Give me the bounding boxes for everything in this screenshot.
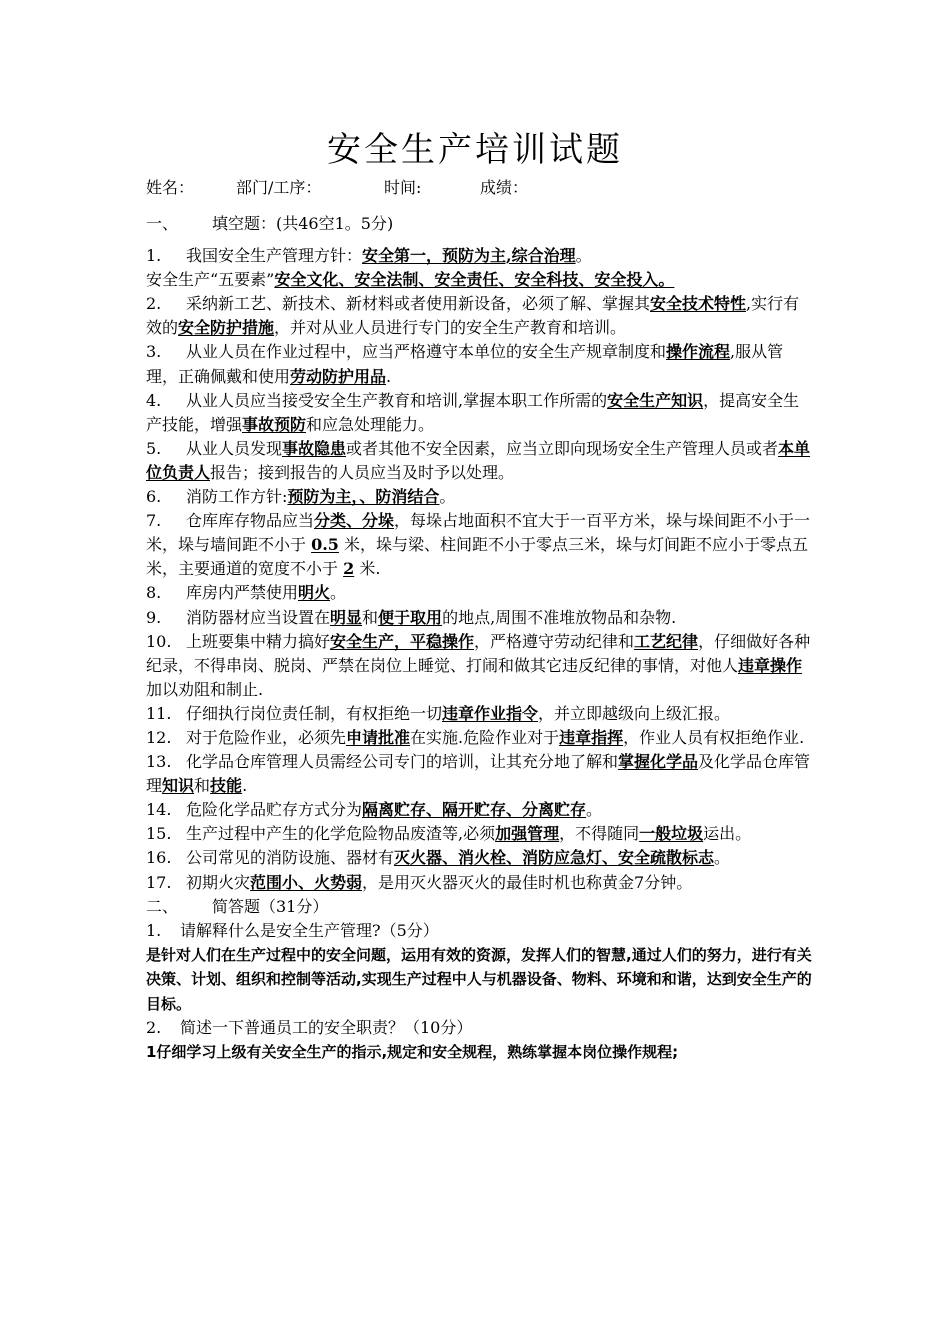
item-number: 2. [146,294,162,314]
item-number: 11. [146,703,172,723]
info-row [146,176,528,200]
answer-blank: 技能 [210,776,243,796]
item-text: 库房内严禁使用 [186,583,299,603]
answer-blank: 违章指挥 [559,727,624,747]
item-text: ，提高安全生产技能，增强 [146,390,800,434]
item-text: ，严格遵守劳动纪律和 [474,631,635,651]
section-label: 填空题：(共46空1。5分) [212,214,394,233]
answer-blank: 分类、分垛 [314,511,395,531]
answer-blank: 明火 [298,583,331,603]
fill-blank-item [146,702,814,726]
item-text: ,服从管理，正确佩戴和使用 [146,342,784,386]
question-text: 请解释什么是安全生产管理?（5分） [180,920,439,940]
item-text: 和 [194,776,211,796]
item-text: 和 [362,607,379,627]
answer-blank: 隔离贮存、隔开贮存、分离贮存 [362,800,587,820]
item-text: 对于危险作业，必须先 [186,727,347,747]
fill-blank-item [146,630,814,702]
item-number: 6. [146,487,162,507]
item-number: 15. [146,824,172,844]
answer-blank: 加强管理 [495,824,560,844]
item-number: 5. [146,438,162,458]
item-text: 化学品仓库管理人员需经公司专门的培训，让其充分地了解和 [186,752,619,772]
item-number: 7. [146,511,162,531]
item-text: ，作业人员有权拒绝作业. [623,727,805,747]
item-text: 消防工作方针: [186,487,288,507]
answer-blank: 安全防护措施 [178,318,275,338]
fill-blank-item [146,871,814,895]
answer-blank: 灭火器、消火栓、消防应急灯、安全疏散标志 [394,848,715,868]
answer-blank: 事故预防 [242,414,307,434]
item-text: ，仔细做好各种纪录，不得串岗、脱岗、严禁在岗位上睡觉、打闹和做其它违反纪律的事情，对他人 [146,631,811,675]
answer-blank: 2 [343,559,355,579]
answer-blank: 安全生产，平稳操作 [330,631,475,651]
dept-label: 部门/工序： [236,178,322,197]
section-number: 二、 [146,896,179,916]
item-text: 从业人员在作业过程中，应当严格遵守本单位的安全生产规章制度和 [186,342,667,362]
section-heading-fill-blank [146,212,814,236]
item-text: 运出。 [703,824,752,844]
answer-blank: 违章作业指令 [442,703,539,723]
question-text: 简述一下普通员工的安全职责？（10分） [180,1018,473,1038]
answer-blank: 0.5 [311,535,339,555]
item-text: 。 [714,848,731,868]
item-text: 生产过程中产生的化学危险物品废渣等,必须 [186,824,496,844]
item-text: ，是用灭火器灭火的最佳时机也称黄金7分钟。 [362,872,693,892]
item-text: . [386,366,392,386]
item-text: 上班要集中精力搞好 [186,631,331,651]
fill-blank-item [146,485,814,509]
item-number: 12. [146,727,172,747]
item-text: 米，垛与梁、柱间距不小于零点三米，垛与灯间距不应小于零点五米，主要通道的宽度不小于 [146,535,809,579]
item-text: ，并对从业人员进行专门的安全生产教育和培训。 [274,318,627,338]
item-text: 从业人员应当接受安全生产教育和培训,掌握本职工作所需的 [186,390,608,410]
answer-blank: 申请批准 [346,727,411,747]
item-text: ，每垛占地面积不宜大于一百平方米，垛与垛间距不小于一米，垛与墙间距不小于 [146,511,811,555]
answer-blank: 违章操作 [738,655,803,675]
item-number: 3. [146,342,162,362]
item-text: 或者其他不安全因素，应当立即向现场安全生产管理人员或者 [346,438,779,458]
fill-blank-item [146,822,814,846]
exam-content [146,212,814,1065]
answer-blank: 安全文化、安全法制、安全责任、安全科技、安全投入。 [274,270,675,290]
item-number: 16. [146,848,172,868]
item-text: 初期火灾 [186,872,251,892]
answer-blank: 劳动防护用品 [290,366,387,386]
answer-blank: 操作流程 [666,342,731,362]
item-text: 及化学品仓库管理 [146,752,811,796]
item-text: 加以劝阻和制止. [146,679,264,699]
item-text: 公司常见的消防设施、器材有 [186,848,395,868]
fill-blank-item [146,846,814,870]
fill-blank-item [146,750,814,798]
page-title: 安全生产培训试题 [327,130,623,170]
item-text: 。 [575,246,592,266]
answer-blank: 工艺纪律 [634,631,699,651]
item-text: 和应急处理能力。 [306,414,435,434]
fill-blank-item [146,340,814,388]
item-text: ,实行有效的 [146,294,800,338]
item-text: 。 [330,583,347,603]
item-text: . [242,776,248,796]
item-text: 从业人员发现 [186,438,283,458]
item-text: 采纳新工艺、新技术、新材料或者使用新设备，必须了解、掌握其 [186,294,651,314]
item-text: 我国安全生产管理方针： [186,246,363,266]
item-text: 。 [439,487,456,507]
question-2 [146,1016,814,1040]
item-number: 1. [146,246,162,266]
fill-blank-item [146,292,814,340]
fill-blank-item [146,389,814,437]
fill-blank-item [146,268,814,292]
item-text: 的地点,周围不准堆放物品和杂物. [442,607,677,627]
item-number: 8. [146,583,162,603]
answer-2: 1仔细学习上级有关安全生产的指示,规定和安全规程，熟练掌握本岗位操作规程; [146,1043,679,1062]
fill-blank-item [146,244,814,268]
section-label: 简答题（31分） [212,896,329,916]
fill-blank-item [146,437,814,485]
question-number: 1. [146,920,162,940]
score-label: 成绩： [480,178,529,197]
item-text: 米. [354,559,381,579]
fill-blank-item [146,606,814,630]
section-heading-short-answer [146,895,814,919]
answer-blank: 范围小、火势弱 [250,872,363,892]
item-text: 。 [586,800,603,820]
section-number: 一、 [146,214,179,233]
answer-blank: 便于取用 [378,607,443,627]
fill-blank-list [146,244,814,895]
item-text: 消防器材应当设置在 [186,607,331,627]
answer-blank: 知识 [162,776,195,796]
question-number: 2. [146,1018,162,1038]
item-text: 安全生产“五要素” [146,270,275,290]
answer-blank: 事故隐患 [282,438,347,458]
fill-blank-item [146,726,814,750]
item-text: ，并立即越级向上级汇报。 [538,703,731,723]
item-number: 14. [146,800,172,820]
item-number: 17. [146,872,172,892]
item-text: 报告；接到报告的人员应当及时予以处理。 [210,462,515,482]
fill-blank-item [146,581,814,605]
answer-blank: 安全生产知识 [607,390,704,410]
time-label: 时间: [384,178,422,197]
item-text: 仓库库存物品应当 [186,511,315,531]
name-label: 姓名： [146,178,195,197]
item-number: 9. [146,607,162,627]
question-1 [146,919,814,943]
answer-blank: 本单位负责人 [146,438,811,482]
item-text: ，不得随同 [559,824,640,844]
item-text: 在实施.危险作业对于 [410,727,560,747]
answer-blank: 掌握化学品 [618,752,699,772]
item-number: 10. [146,631,172,651]
answer-blank: 安全第一，预防为主,综合治理 [362,246,576,266]
answer-blank: 预防为主，、防消结合 [287,487,440,507]
answer-blank: 安全技术特性 [650,294,747,314]
answer-blank: 明显 [330,607,363,627]
item-text: 危险化学品贮存方式分为 [186,800,363,820]
item-number: 13. [146,752,172,772]
item-text: 仔细执行岗位责任制，有权拒绝一切 [186,703,443,723]
item-number: 4. [146,390,162,410]
answer-1: 是针对人们在生产过程中的安全问题，运用有效的资源，发挥人们的智慧,通过人们的努力，进行有关决策、计划、组织和控制等活动,实现生产过程中人与机器设备、物料、环境和和谐，达到安全生产的目标。 [146,945,812,1013]
answer-blank: 一般垃圾 [639,824,704,844]
fill-blank-item [146,798,814,822]
fill-blank-item [146,509,814,581]
